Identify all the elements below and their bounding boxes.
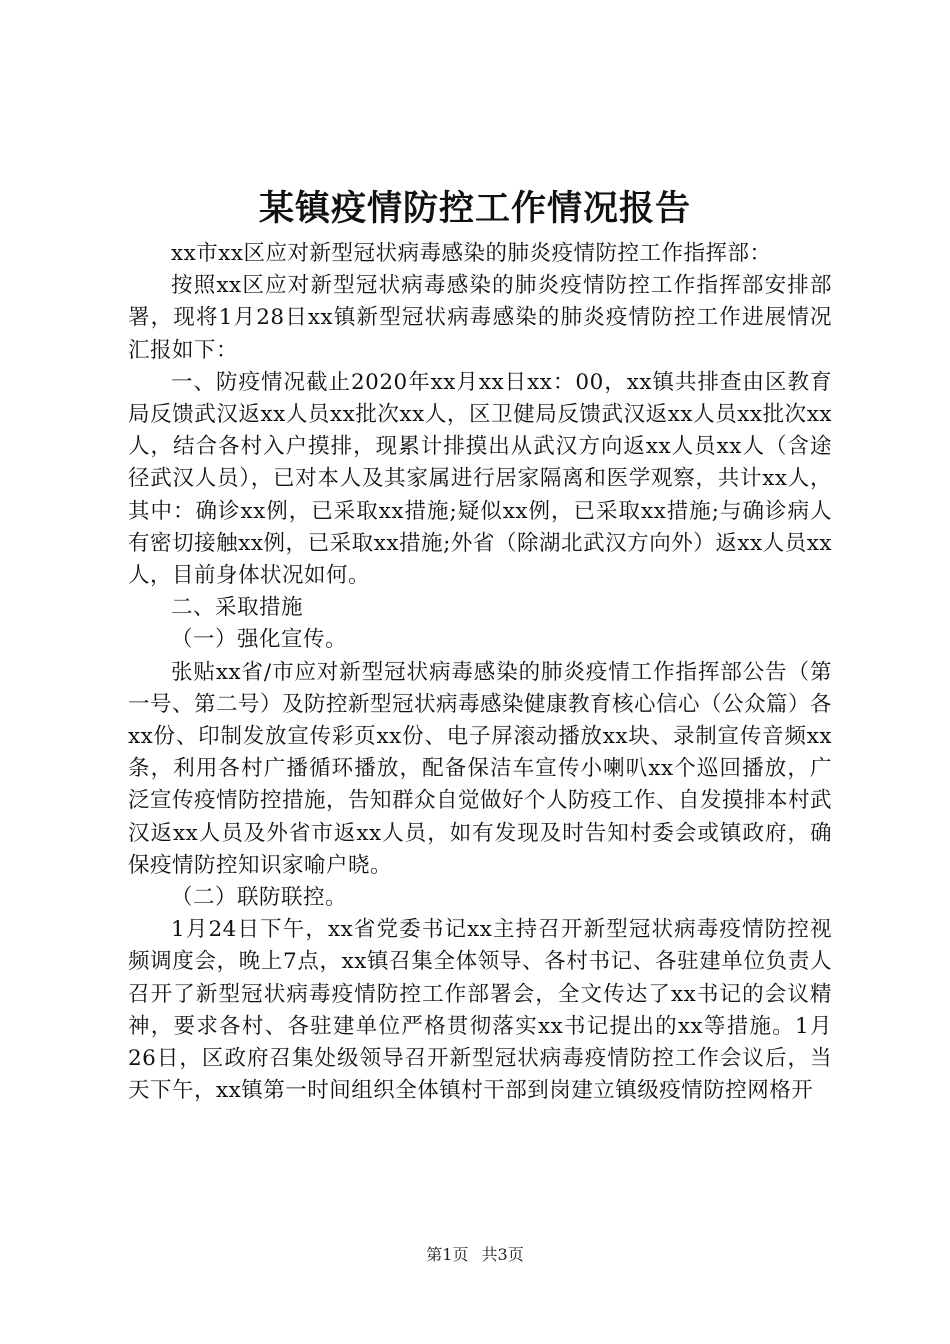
section-heading-measures: 二、采取措施 [171, 595, 304, 621]
subheading-publicity: （一）强化宣传。 [171, 627, 348, 653]
paragraph-intro: 按照xx区应对新型冠状病毒感染的肺炎疫情防控工作指挥部安排部署，现将1月28日xx镇新型冠状病毒感染的肺炎疫情防控工作进展情况汇报如下： [128, 273, 832, 363]
paragraph-section-1: 一、防疫情况截止2020年xx月xx日xx：00，xx镇共排查由区教育局反馈武汉返xx人员xx批次xx人，区卫健局反馈武汉返xx人员xx批次xx人，结合各村入户摸排，现累计排摸出从武汉方向返xx人员xx人（含途径武汉人员），已对本人及其家属进行居家隔离和医学观察，共计xx人，其中：确诊xx例，已采取xx措施;疑似xx例，已采取xx措施;与确诊病人有密切接触xx例，已采取xx措施;外省（除湖北武汉方向外）返xx人员xx人，目前身体状况如何。 [128, 369, 832, 589]
document-body [128, 238, 832, 1107]
page-total: 共3页 [481, 1245, 524, 1264]
paragraph-joint-control: 1月24日下午，xx省党委书记xx主持召开新型冠状病毒疫情防控视频调度会，晚上7点，xx镇召集全体领导、各村书记、各驻建单位负责人召开了新型冠状病毒疫情防控工作部署会，全文传达了xx书记的会议精神，要求各村、各驻建单位严格贯彻落实xx书记提出的xx等措施。1月26日，区政府召集处级领导召开新型冠状病毒疫情防控工作会议后，当天下午，xx镇第一时间组织全体镇村干部到岗建立镇级疫情防控网格开 [128, 917, 832, 1104]
subheading-joint-control: （二）联防联控。 [171, 885, 348, 911]
page-number: 第1页 [426, 1245, 469, 1264]
paragraph-publicity: 张贴xx省/市应对新型冠状病毒感染的肺炎疫情工作指挥部公告（第一号、第二号）及防控新型冠状病毒感染健康教育核心信心（公众篇）各xx份、印制发放宣传彩页xx份、电子屏滚动播放xx块、录制宣传音频xx条，利用各村广播循环播放，配备保洁车宣传小喇叭xx个巡回播放，广泛宣传疫情防控措施，告知群众自觉做好个人防疫工作、自发摸排本村武汉返xx人员及外省市返xx人员，如有发现及时告知村委会或镇政府，确保疫情防控知识家喻户晓。 [128, 659, 833, 878]
paragraph-addressee: xx市xx区应对新型冠状病毒感染的肺炎疫情防控工作指挥部： [171, 241, 772, 266]
document-title: 某镇疫情防控工作情况报告 [258, 188, 691, 229]
page-footer [0, 1244, 950, 1266]
